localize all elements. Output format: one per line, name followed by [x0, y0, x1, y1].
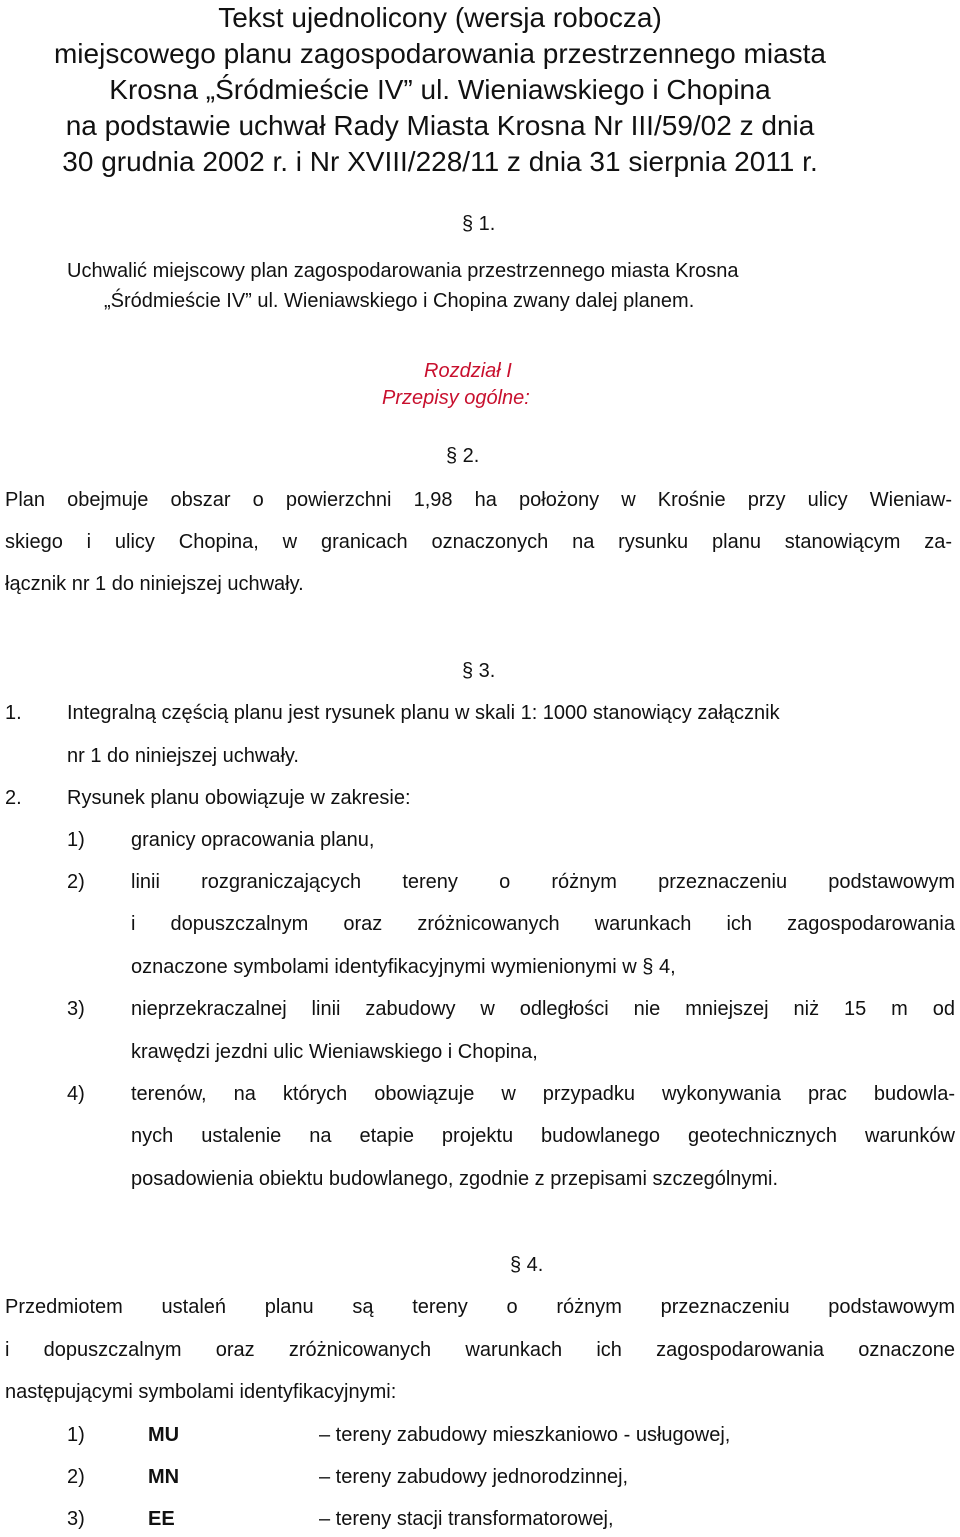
list-item-line: nieprzekraczalnej linii zabudowy w odległości nie mniejszej niż 15 m od: [131, 998, 955, 1020]
section-4-line: Przedmiotem ustaleń planu są tereny o różnym przeznaczeniu podstawowym: [5, 1296, 955, 1318]
symbol-item-number: 2): [67, 1466, 85, 1488]
symbol-code: MN: [148, 1466, 180, 1488]
section-1-line: Uchwalić miejscowy plan zagospodarowania przestrzennego miasta Krosna: [67, 260, 739, 282]
list-item-number: 1): [67, 829, 85, 851]
list-item-text: [131, 998, 955, 1021]
list-item-number: 2): [67, 871, 85, 893]
list-item-text: [131, 1083, 955, 1106]
paragraph-number: 2.: [5, 787, 22, 809]
symbol-code: EE: [148, 1508, 175, 1530]
symbol-item-number: 1): [67, 1424, 85, 1446]
section-2-line: łącznik nr 1 do niniejszej uchwały.: [5, 573, 304, 595]
symbol-item-number: 3): [67, 1508, 85, 1530]
section-4-text: [5, 1339, 955, 1362]
symbol-description: – tereny zabudowy jednorodzinnej,: [319, 1466, 629, 1488]
section-mark-2: § 2.: [446, 445, 480, 467]
section-1-line: „Śródmieście IV” ul. Wieniawskiego i Chopina zwany dalej planem.: [104, 290, 695, 312]
section-2-line: Plan obejmuje obszar o powierzchni 1,98 ha położony w Krośnie przy ulicy Wieniaw-: [5, 489, 952, 511]
title-line: 30 grudnia 2002 r. i Nr XVIII/228/11 z dnia 31 sierpnia 2011 r.: [62, 146, 818, 177]
list-item-line: nych ustalenie na etapie projektu budowlanego geotechnicznych warunków: [131, 1125, 955, 1147]
list-item-line: terenów, na których obowiązuje w przypadku wykonywania prac budowla-: [131, 1083, 955, 1105]
symbol-code: MU: [148, 1424, 180, 1446]
section-2-text: [5, 529, 952, 555]
list-item-line: oznaczone symbolami identyfikacyjnymi wymienionymi w § 4,: [131, 956, 676, 978]
section-3-p1-line: nr 1 do niniejszej uchwały.: [67, 745, 299, 767]
chapter-heading: Rozdział I: [424, 360, 512, 382]
list-item-text: [131, 871, 955, 894]
section-mark-3: § 3.: [462, 660, 496, 682]
list-item-line: linii rozgraniczających tereny o różnym przeznaczeniu podstawowym: [131, 871, 955, 893]
list-item-line: i dopuszczalnym oraz zróżnicowanych warunkach ich zagospodarowania: [131, 913, 955, 935]
chapter-subheading: Przepisy ogólne:: [382, 387, 530, 409]
section-3-p1-line: Integralną częścią planu jest rysunek planu w skali 1: 1000 stanowiący załącznik: [67, 702, 780, 724]
section-4-line: następującymi symbolami identyfikacyjnymi:: [5, 1381, 397, 1403]
title-line: Krosna „Śródmieście IV” ul. Wieniawskiego i Chopina: [109, 74, 771, 105]
section-4-line: i dopuszczalnym oraz zróżnicowanych warunkach ich zagospodarowania oznaczone: [5, 1339, 955, 1361]
section-2-line: skiego i ulicy Chopina, w granicach oznaczonych na rysunku planu stanowiącym za-: [5, 531, 952, 553]
section-4-text: [5, 1296, 955, 1319]
list-item-text: granicy opracowania planu,: [131, 829, 375, 851]
list-item-line: posadowienia obiektu budowlanego, zgodnie z przepisami szczególnymi.: [131, 1168, 779, 1190]
list-item-text: [131, 913, 955, 936]
document-title: [0, 0, 880, 180]
symbol-description: – tereny zabudowy mieszkaniowo - usługowej,: [319, 1424, 731, 1446]
title-line: na podstawie uchwał Rady Miasta Krosna Nr III/59/02 z dnia: [65, 110, 815, 141]
list-item-line: krawędzi jezdni ulic Wieniawskiego i Chopina,: [131, 1041, 538, 1063]
section-mark-4: § 4.: [510, 1254, 544, 1276]
list-item-number: 3): [67, 998, 85, 1020]
list-item-text: [131, 1125, 955, 1148]
title-line: miejscowego planu zagospodarowania przestrzennego miasta: [53, 38, 826, 69]
list-item-number: 4): [67, 1083, 85, 1105]
paragraph-number: 1.: [5, 702, 22, 724]
section-3-p2-intro: Rysunek planu obowiązuje w zakresie:: [67, 787, 411, 809]
symbol-description: – tereny stacji transformatorowej,: [319, 1508, 614, 1530]
section-2-text: [5, 487, 952, 513]
section-mark-1: § 1.: [462, 213, 496, 235]
title-line: Tekst ujednolicony (wersja robocza): [218, 2, 662, 33]
